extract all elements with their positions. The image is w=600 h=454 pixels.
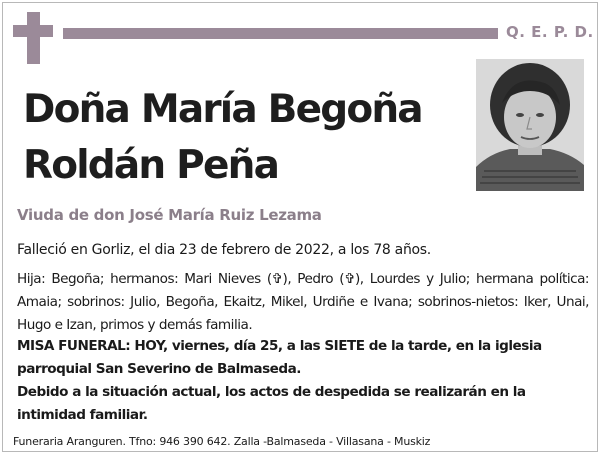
funeral-mass-paragraph: MISA FUNERAL: HOY, viernes, día 25, a las SIETE de la tarde, en la iglesia parroquial San Severino de Balmaseda. [17,338,542,377]
covid-notice-paragraph: Debido a la situación actual, los actos de despedida se realizarán en la intimidad familiar. [17,384,526,423]
widow-of-subtitle: Viuda de don José María Ruiz Lezama [17,206,322,224]
qepd-label: Q. E. P. D. [506,23,594,41]
death-notice-paragraph: Falleció en Gorliz, el dia 23 de febrero de 2022, a los 78 años. [17,242,431,258]
funeral-home-footer: Funeraria Aranguren. Tfno: 946 390 642. Zalla -Balmaseda - Villasana - Muskiz [13,435,431,448]
obituary-card [2,2,598,452]
header-bar [63,28,498,39]
deceased-photo [476,59,584,191]
family-paragraph: Hija: Begoña; hermanos: Mari Nieves (✞), Pedro (✞), Lourdes y Julio; hermana política: Amaia; sobrinos: Julio, Begoña, Ekaitz, Mikel, Urdiñe e Ivana; sobrinos-nietos: Iker, Unai, Hugo e Izan, primos y demás familia. [17,271,589,333]
deceased-name-line1: Doña María Begoña [23,87,422,132]
cross-icon-horizontal [13,25,53,37]
cross-icon-vertical [27,12,40,64]
deceased-name-line2: Roldán Peña [23,143,279,188]
